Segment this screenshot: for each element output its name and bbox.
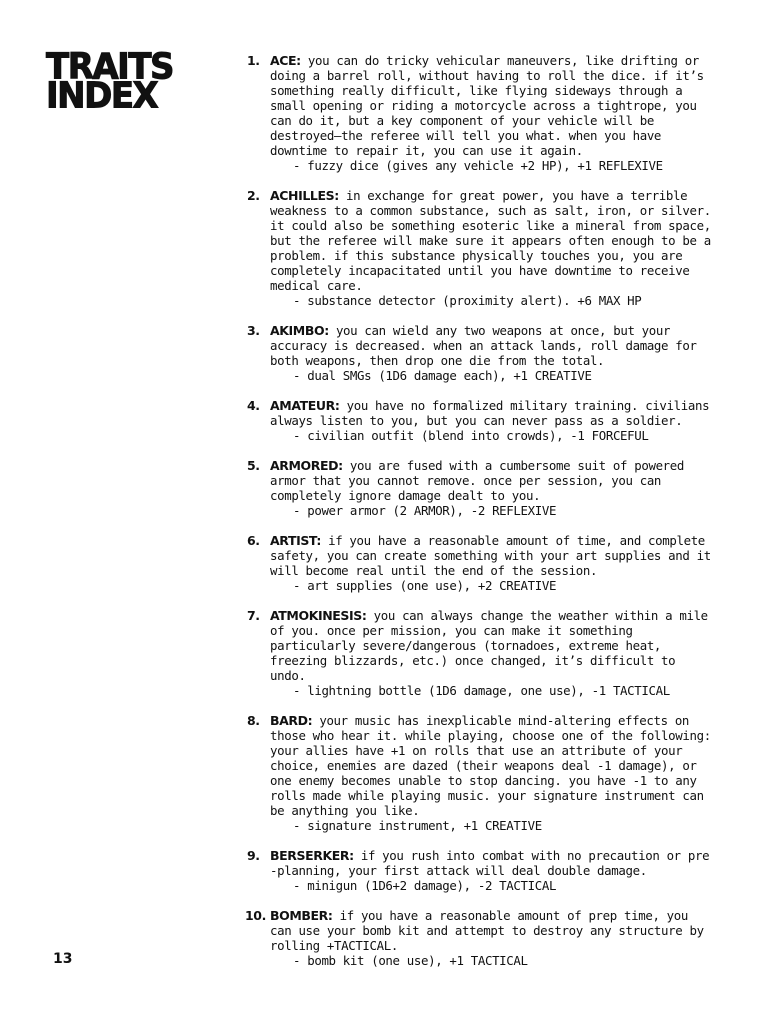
trait-name: BERSERKER: — [270, 848, 354, 863]
trait-number: 6. — [247, 533, 260, 548]
traits-list — [245, 53, 715, 983]
trait-description: you can wield any two weapons at once, but your accuracy is decreased. when an attack lands, roll damage for both weapons, then drop one die from the total. — [270, 323, 697, 368]
page-number: 13 — [53, 951, 73, 967]
trait-gear: - fuzzy dice (gives any vehicle +2 HP), +1 REFLEXIVE — [293, 158, 663, 173]
trait-description: you are fused with a cumbersome suit of powered armor that you cannot remove. once per session, you can completely ignore damage dealt to you. — [270, 458, 685, 503]
trait-name: ATMOKINESIS: — [270, 608, 367, 623]
trait-item-ace — [245, 53, 715, 173]
trait-gear: - art supplies (one use), +2 CREATIVE — [293, 578, 557, 593]
trait-gear: - lightning bottle (1D6 damage, one use), -1 TACTICAL — [293, 683, 670, 698]
trait-item-amateur — [245, 398, 715, 443]
trait-description: in exchange for great power, you have a terrible weakness to a common substance, such as salt, iron, or silver. it could also be something esoteric like a mineral from space, but the referee will make sure it appears often enough to be a problem. if this substance physically touches you, you are completely incapacitated until you have downtime to receive medical care. — [270, 188, 711, 293]
trait-item-armored — [245, 458, 715, 518]
trait-number: 3. — [247, 323, 260, 338]
trait-description: you can always change the weather within a mile of you. once per mission, you can make it something particularly severe/dangerous (tornadoes, extreme heat, freezing blizzards, etc.) once changed, it’s difficult to undo. — [270, 608, 708, 683]
trait-number: 5. — [247, 458, 260, 473]
trait-item-berserker — [245, 848, 715, 893]
page-title-line-1: TRAITS — [46, 45, 174, 88]
trait-number: 9. — [247, 848, 260, 863]
trait-number: 8. — [247, 713, 260, 728]
trait-number: 2. — [247, 188, 260, 203]
trait-name: ACE: — [270, 53, 301, 68]
trait-name: ACHILLES: — [270, 188, 339, 203]
trait-gear: - signature instrument, +1 CREATIVE — [293, 818, 542, 833]
trait-name: AKIMBO: — [270, 323, 329, 338]
trait-description: you can do tricky vehicular maneuvers, like drifting or doing a barrel roll, without having to roll the dice. if it’s something really difficult, like flying sideways through a small opening or riding a motorcycle across a tightrope, you can do it, but a key component of your vehicle will be destroyed—the referee will tell you what. when you have downtime to repair it, you can use it again. — [270, 53, 704, 158]
trait-gear: - civilian outfit (blend into crowds), -1 FORCEFUL — [293, 428, 649, 443]
trait-item-akimbo — [245, 323, 715, 383]
trait-number: 10. — [245, 908, 266, 923]
trait-description: you have no formalized military training. civilians always listen to you, but you can never pass as a soldier. — [270, 398, 710, 428]
trait-gear: - minigun (1D6+2 damage), -2 TACTICAL — [293, 878, 557, 893]
trait-description: your music has inexplicable mind-altering effects on those who hear it. while playing, choose one of the following: your allies have +1 on rolls that use an attribute of your choice, enemies are dazed (their weapons deal -1 damage), or one enemy becomes unable to stop dancing. you have -1 to any rolls made while playing music. your signature instrument can be anything you like. — [270, 713, 711, 818]
trait-number: 1. — [247, 53, 260, 68]
trait-name: BARD: — [270, 713, 313, 728]
trait-description: if you rush into combat with no precaution or pre -planning, your first attack will deal double damage. — [270, 848, 710, 878]
trait-item-atmokinesis — [245, 608, 715, 698]
trait-name: AMATEUR: — [270, 398, 340, 413]
trait-number: 4. — [247, 398, 260, 413]
trait-description: if you have a reasonable amount of time, and complete safety, you can create something with your art supplies and it will become real until the end of the session. — [270, 533, 711, 578]
trait-item-bard — [245, 713, 715, 833]
trait-item-achilles — [245, 188, 715, 308]
trait-gear: - substance detector (proximity alert). +6 MAX HP — [293, 293, 642, 308]
trait-gear: - bomb kit (one use), +1 TACTICAL — [293, 953, 528, 968]
trait-description: if you have a reasonable amount of prep time, you can use your bomb kit and attempt to destroy any structure by rolling +TACTICAL. — [270, 908, 704, 953]
trait-name: BOMBER: — [270, 908, 333, 923]
trait-item-bomber — [245, 908, 715, 968]
trait-item-artist — [245, 533, 715, 593]
trait-name: ARMORED: — [270, 458, 343, 473]
page-title — [46, 45, 226, 118]
trait-number: 7. — [247, 608, 260, 623]
trait-name: ARTIST: — [270, 533, 321, 548]
trait-gear: - dual SMGs (1D6 damage each), +1 CREATIVE — [293, 368, 592, 383]
page-title-line-2: INDEX — [46, 75, 158, 118]
trait-gear: - power armor (2 ARMOR), -2 REFLEXIVE — [293, 503, 557, 518]
